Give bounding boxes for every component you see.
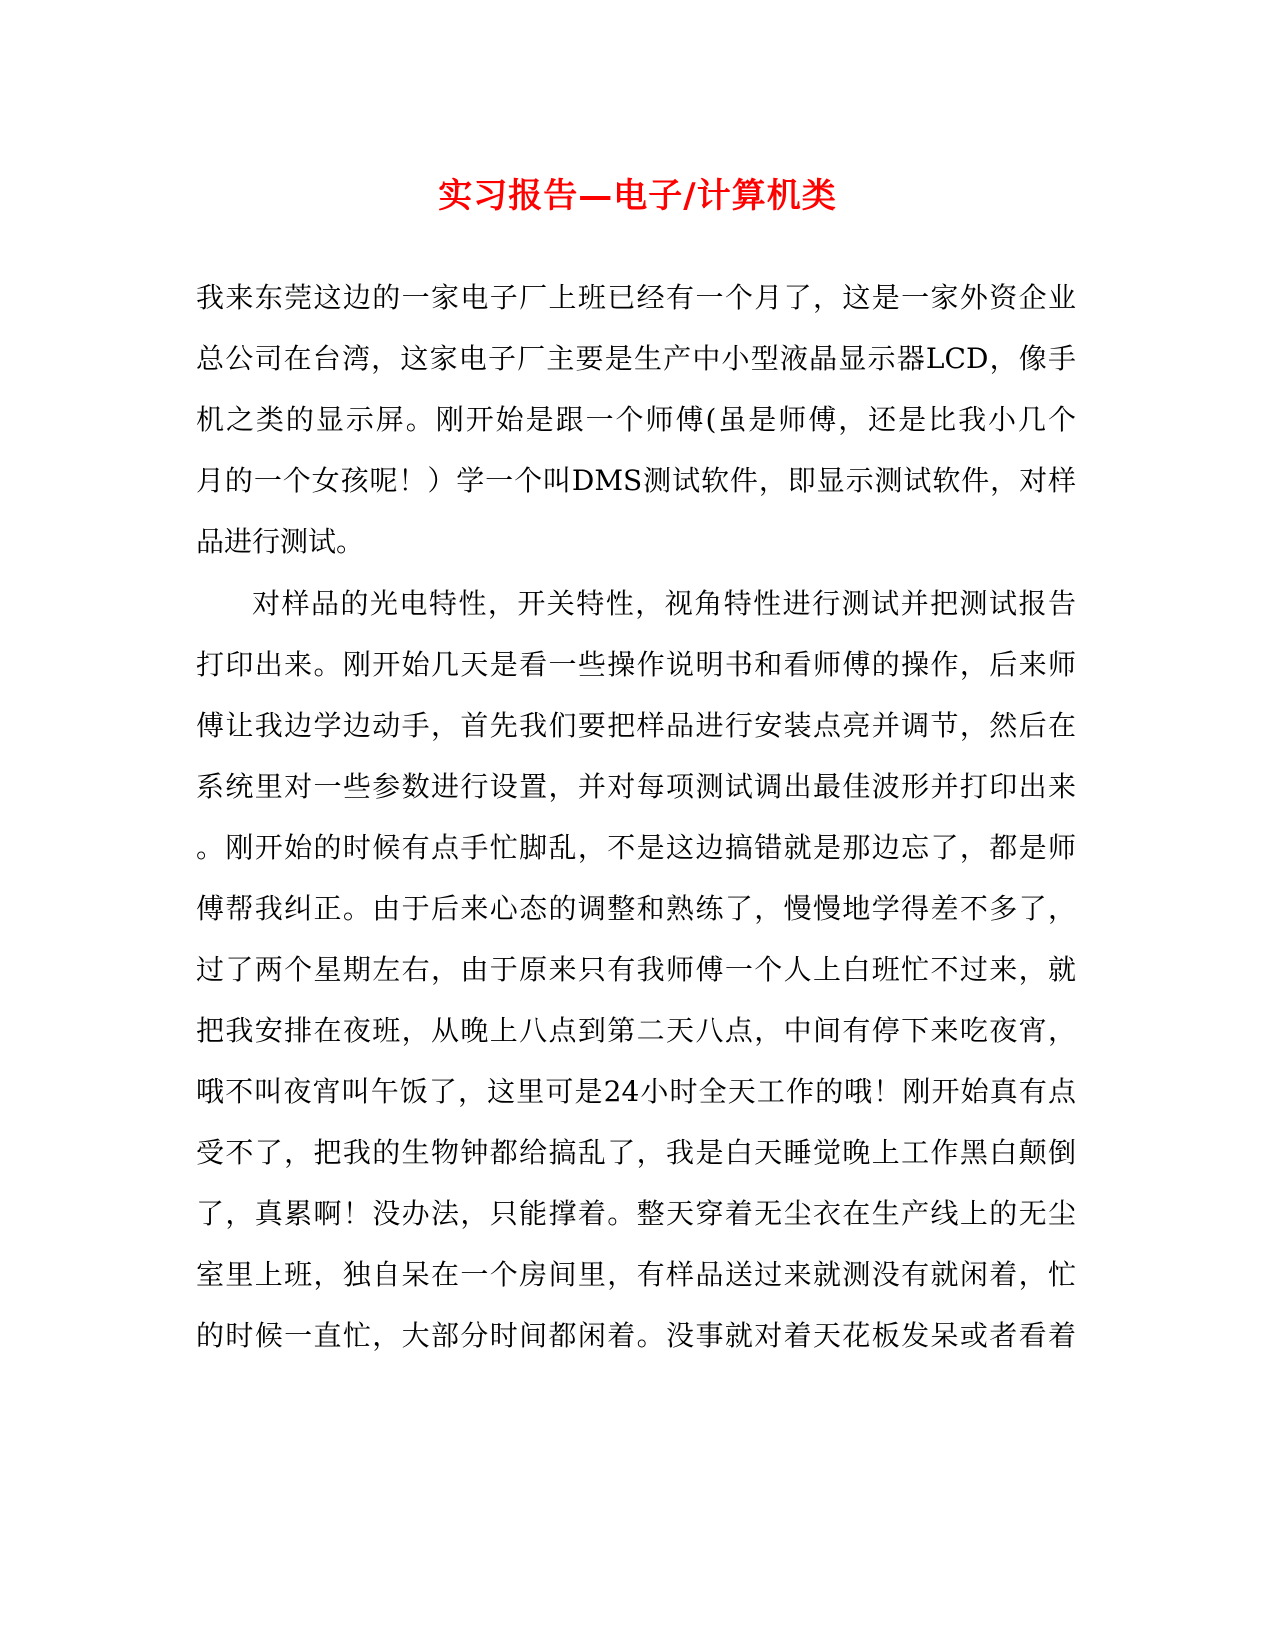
- paragraph-2-line-9: 哦不叫夜宵叫午饭了，这里可是24小时全天工作的哦！刚开始真有点: [196, 1075, 1076, 1108]
- paragraph-2-line-3: 傅让我边学边动手，首先我们要把样品进行安装点亮并调节，然后在: [196, 709, 1076, 742]
- paragraph-2-line-2: 打印出来。刚开始几天是看一些操作说明书和看师傅的操作，后来师: [196, 648, 1076, 681]
- paragraph-2-line-11: 了，真累啊！没办法，只能撑着。整天穿着无尘衣在生产线上的无尘: [196, 1197, 1076, 1230]
- paragraph-1-line-2: 总公司在台湾，这家电子厂主要是生产中小型液晶显示器LCD，像手: [196, 342, 1076, 375]
- paragraph-1-line-5: 品进行测试。: [196, 525, 365, 558]
- document-title: 实习报告—电子/计算机类: [438, 176, 837, 216]
- paragraph-1-line-3: 机之类的显示屏。刚开始是跟一个师傅(虽是师傅，还是比我小几个: [196, 403, 1076, 436]
- paragraph-1-line-1: 我来东莞这边的一家电子厂上班已经有一个月了，这是一家外资企业: [196, 281, 1076, 314]
- paragraph-2-line-4: 系统里对一些参数进行设置，并对每项测试调出最佳波形并打印出来: [196, 770, 1076, 803]
- paragraph-2-line-13: 的时候一直忙，大部分时间都闲着。没事就对着天花板发呆或者看着: [196, 1319, 1076, 1352]
- paragraph-2-line-7: 过了两个星期左右，由于原来只有我师傅一个人上白班忙不过来，就: [196, 953, 1076, 986]
- paragraph-2-line-1: 对样品的光电特性，开关特性，视角特性进行测试并把测试报告: [252, 587, 1076, 620]
- paragraph-2-line-6: 傅帮我纠正。由于后来心态的调整和熟练了，慢慢地学得差不多了，: [196, 892, 1076, 925]
- paragraph-2-line-5: 。刚开始的时候有点手忙脚乱，不是这边搞错就是那边忘了，都是师: [196, 831, 1076, 864]
- paragraph-2-line-12: 室里上班，独自呆在一个房间里，有样品送过来就测没有就闲着，忙: [196, 1258, 1076, 1291]
- paragraph-1-line-4: 月的一个女孩呢！）学一个叫DMS测试软件，即显示测试软件，对样: [196, 464, 1076, 497]
- paragraph-2-line-8: 把我安排在夜班，从晚上八点到第二天八点，中间有停下来吃夜宵，: [196, 1014, 1076, 1047]
- paragraph-2-line-10: 受不了，把我的生物钟都给搞乱了，我是白天睡觉晚上工作黑白颠倒: [196, 1136, 1076, 1169]
